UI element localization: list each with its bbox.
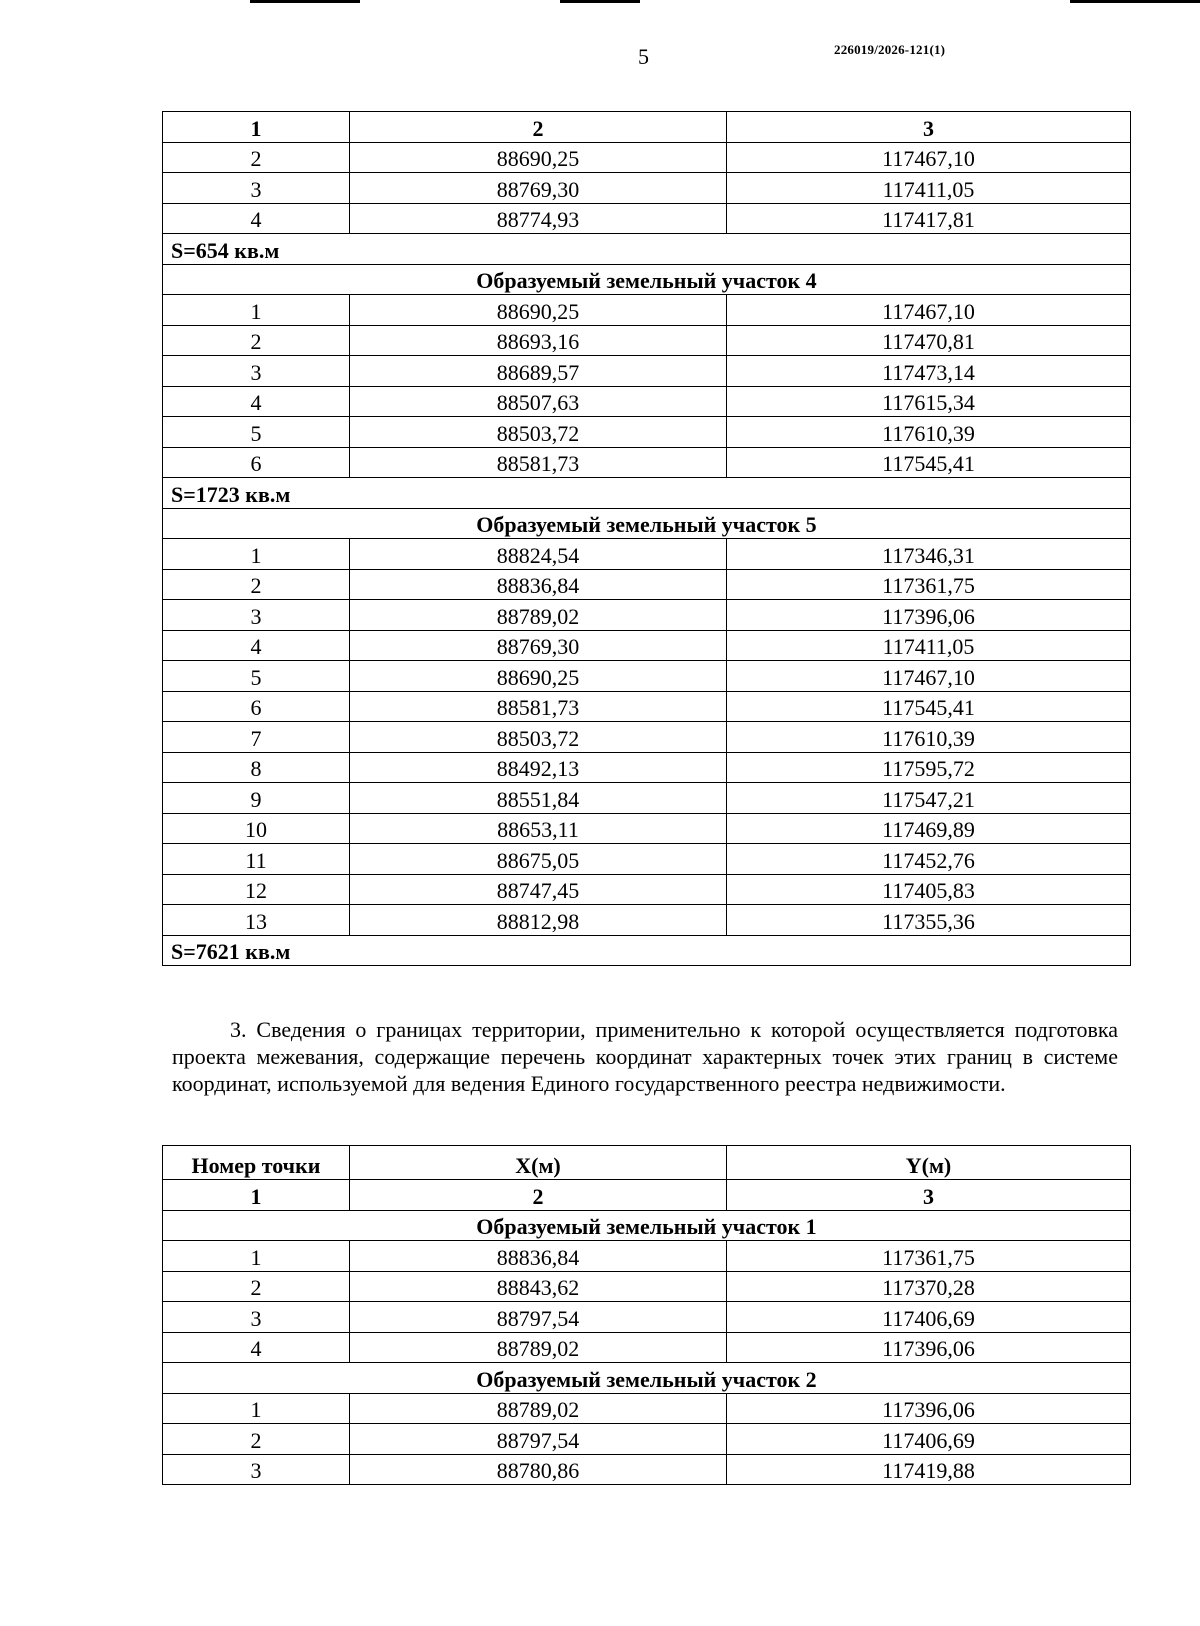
x-coordinate: 88581,73 (350, 691, 727, 722)
x-coordinate: 88689,57 (350, 356, 727, 387)
x-coordinate: 88492,13 (350, 752, 727, 783)
table-row (163, 813, 1131, 844)
x-coordinate: 88690,25 (350, 142, 727, 173)
x-coordinate: 88769,30 (350, 173, 727, 204)
column-number: 1 (163, 1180, 350, 1211)
point-number: 9 (163, 783, 350, 814)
y-coordinate: 117406,69 (727, 1424, 1131, 1455)
table-row (163, 1424, 1131, 1455)
table-row (163, 752, 1131, 783)
table-row (163, 630, 1131, 661)
table-row (163, 600, 1131, 631)
territory-coordinates-table (162, 1145, 1131, 1485)
x-coordinate: 88503,72 (350, 722, 727, 753)
table-row (163, 1241, 1131, 1272)
x-coordinate: 88551,84 (350, 783, 727, 814)
y-coordinate: 117467,10 (727, 661, 1131, 692)
x-coordinate: 88836,84 (350, 1241, 727, 1272)
column-number: 3 (727, 112, 1131, 143)
y-coordinate: 117545,41 (727, 691, 1131, 722)
x-coordinate: 88824,54 (350, 539, 727, 570)
point-number: 1 (163, 295, 350, 326)
point-number: 8 (163, 752, 350, 783)
page-number: 5 (638, 44, 649, 69)
section-3-paragraph: 3. Сведения о границах территории, применительно к которой осуществляется подготовка проекта межевания, содержащие перечень координат характерных точек этих границ в системе координат, используемой для ведения Единого государственного реестра недвижимости. (172, 1017, 1118, 1096)
section-title-row (163, 264, 1131, 295)
x-coordinate: 88675,05 (350, 844, 727, 875)
point-number: 2 (163, 569, 350, 600)
table-row (163, 356, 1131, 387)
point-number: 5 (163, 417, 350, 448)
table-row (163, 203, 1131, 234)
area-value: S=1723 кв.м (163, 478, 1131, 509)
table-row (163, 1302, 1131, 1333)
y-coordinate: 117610,39 (727, 722, 1131, 753)
point-number: 6 (163, 447, 350, 478)
x-coordinate: 88780,86 (350, 1454, 727, 1485)
x-coordinate: 88789,02 (350, 1393, 727, 1424)
point-number: 3 (163, 600, 350, 631)
x-coordinate: 88797,54 (350, 1302, 727, 1333)
area-row (163, 935, 1131, 966)
point-number: 2 (163, 325, 350, 356)
table-row (163, 447, 1131, 478)
table-row (163, 173, 1131, 204)
area-row (163, 478, 1131, 509)
column-header: Y(м) (727, 1146, 1131, 1180)
x-coordinate: 88774,93 (350, 203, 727, 234)
table-row (163, 691, 1131, 722)
x-coordinate: 88797,54 (350, 1424, 727, 1455)
x-coordinate: 88843,62 (350, 1271, 727, 1302)
column-number: 1 (163, 112, 350, 143)
column-numbers-row (163, 1180, 1131, 1211)
table-row (163, 661, 1131, 692)
point-number: 3 (163, 356, 350, 387)
point-number: 2 (163, 142, 350, 173)
x-coordinate: 88503,72 (350, 417, 727, 448)
y-coordinate: 117406,69 (727, 1302, 1131, 1333)
x-coordinate: 88690,25 (350, 661, 727, 692)
x-coordinate: 88789,02 (350, 1332, 727, 1363)
y-coordinate: 117411,05 (727, 630, 1131, 661)
table-row (163, 783, 1131, 814)
point-number: 2 (163, 1424, 350, 1455)
y-coordinate: 117615,34 (727, 386, 1131, 417)
section-title: Образуемый земельный участок 4 (163, 264, 1131, 295)
point-number: 4 (163, 203, 350, 234)
scan-artifact-top-center (560, 0, 640, 3)
point-number: 12 (163, 874, 350, 905)
table-row (163, 417, 1131, 448)
column-names-row (163, 1146, 1131, 1180)
point-number: 5 (163, 661, 350, 692)
x-coordinate: 88789,02 (350, 600, 727, 631)
table-row (163, 905, 1131, 936)
point-number: 6 (163, 691, 350, 722)
point-number: 3 (163, 173, 350, 204)
y-coordinate: 117346,31 (727, 539, 1131, 570)
section-title: Образуемый земельный участок 2 (163, 1363, 1131, 1394)
section-title-row (163, 1210, 1131, 1241)
section-title-row (163, 1363, 1131, 1394)
table-row (163, 722, 1131, 753)
y-coordinate: 117595,72 (727, 752, 1131, 783)
y-coordinate: 117355,36 (727, 905, 1131, 936)
y-coordinate: 117405,83 (727, 874, 1131, 905)
document-number: 226019/2026-121(1) (834, 42, 946, 57)
point-number: 3 (163, 1302, 350, 1333)
coordinates-table-continued (162, 111, 1131, 966)
point-number: 1 (163, 1393, 350, 1424)
column-number: 3 (727, 1180, 1131, 1211)
section-title: Образуемый земельный участок 5 (163, 508, 1131, 539)
point-number: 3 (163, 1454, 350, 1485)
table-row (163, 295, 1131, 326)
point-number: 1 (163, 1241, 350, 1272)
table-row (163, 325, 1131, 356)
column-number: 2 (350, 112, 727, 143)
point-number: 13 (163, 905, 350, 936)
x-coordinate: 88836,84 (350, 569, 727, 600)
y-coordinate: 117610,39 (727, 417, 1131, 448)
y-coordinate: 117545,41 (727, 447, 1131, 478)
point-number: 4 (163, 630, 350, 661)
y-coordinate: 117452,76 (727, 844, 1131, 875)
x-coordinate: 88812,98 (350, 905, 727, 936)
y-coordinate: 117396,06 (727, 600, 1131, 631)
y-coordinate: 117473,14 (727, 356, 1131, 387)
y-coordinate: 117417,81 (727, 203, 1131, 234)
y-coordinate: 117547,21 (727, 783, 1131, 814)
area-value: S=654 кв.м (163, 234, 1131, 265)
table-row (163, 1393, 1131, 1424)
x-coordinate: 88747,45 (350, 874, 727, 905)
x-coordinate: 88653,11 (350, 813, 727, 844)
y-coordinate: 117396,06 (727, 1332, 1131, 1363)
y-coordinate: 117411,05 (727, 173, 1131, 204)
x-coordinate: 88690,25 (350, 295, 727, 326)
column-number: 2 (350, 1180, 727, 1211)
table-row (163, 1454, 1131, 1485)
table-row (163, 539, 1131, 570)
table-row (163, 874, 1131, 905)
y-coordinate: 117470,81 (727, 325, 1131, 356)
y-coordinate: 117370,28 (727, 1271, 1131, 1302)
y-coordinate: 117469,89 (727, 813, 1131, 844)
table-row (163, 142, 1131, 173)
y-coordinate: 117467,10 (727, 142, 1131, 173)
table-row (163, 386, 1131, 417)
point-number: 4 (163, 1332, 350, 1363)
x-coordinate: 88769,30 (350, 630, 727, 661)
table-row (163, 844, 1131, 875)
section-title-row (163, 508, 1131, 539)
scan-artifact-top-right (1070, 0, 1200, 3)
y-coordinate: 117419,88 (727, 1454, 1131, 1485)
point-number: 10 (163, 813, 350, 844)
section-title: Образуемый земельный участок 1 (163, 1210, 1131, 1241)
point-number: 11 (163, 844, 350, 875)
point-number: 4 (163, 386, 350, 417)
table-row (163, 1332, 1131, 1363)
point-number: 1 (163, 539, 350, 570)
table-row (163, 1271, 1131, 1302)
y-coordinate: 117396,06 (727, 1393, 1131, 1424)
scan-artifact-top-left (250, 0, 360, 3)
y-coordinate: 117361,75 (727, 1241, 1131, 1272)
point-number: 2 (163, 1271, 350, 1302)
x-coordinate: 88581,73 (350, 447, 727, 478)
table-row (163, 569, 1131, 600)
x-coordinate: 88693,16 (350, 325, 727, 356)
x-coordinate: 88507,63 (350, 386, 727, 417)
area-value: S=7621 кв.м (163, 935, 1131, 966)
column-header: Номер точки (163, 1146, 350, 1180)
column-header: X(м) (350, 1146, 727, 1180)
y-coordinate: 117361,75 (727, 569, 1131, 600)
area-row (163, 234, 1131, 265)
point-number: 7 (163, 722, 350, 753)
y-coordinate: 117467,10 (727, 295, 1131, 326)
column-numbers-row (163, 112, 1131, 143)
